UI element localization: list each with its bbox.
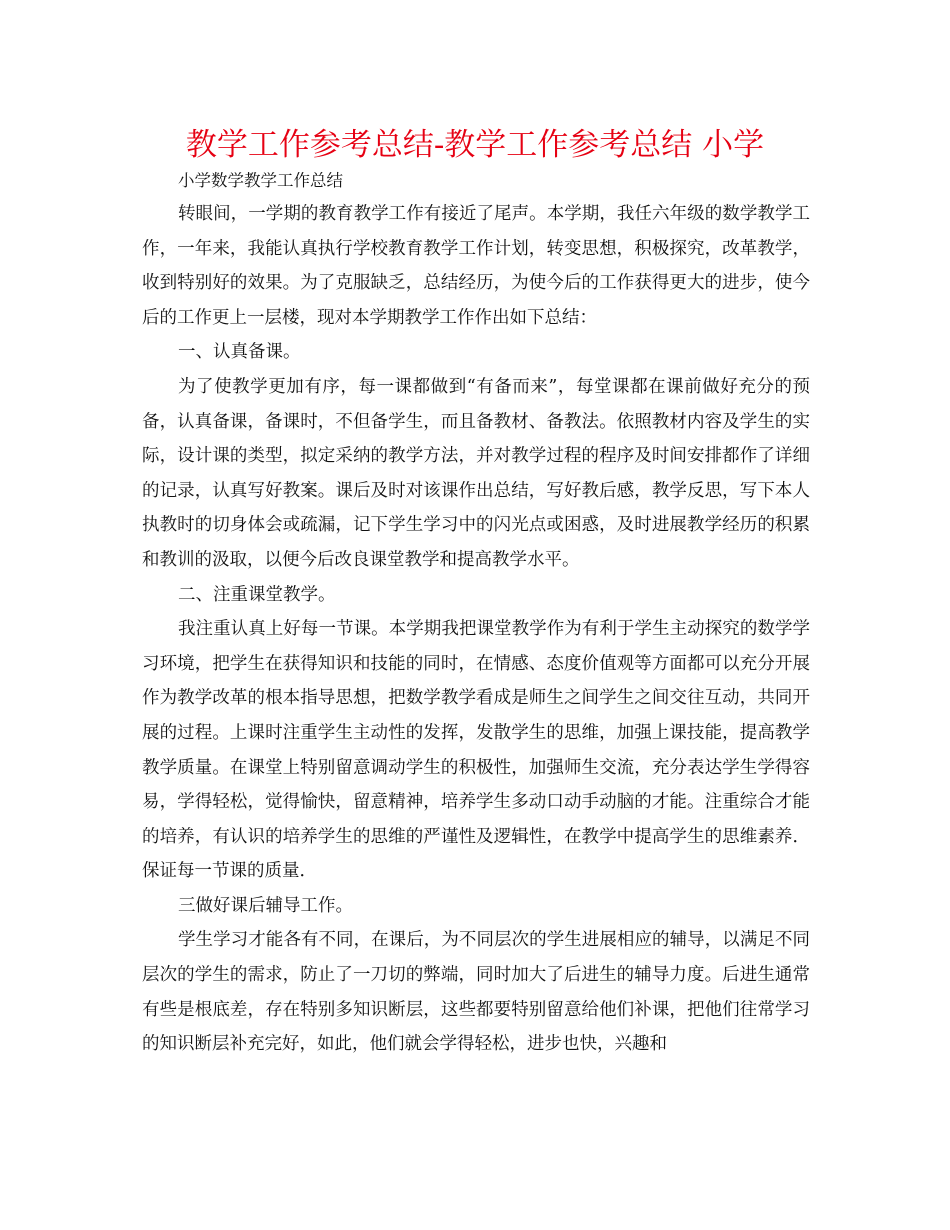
section-heading-3: 三做好课后辅导工作。	[178, 895, 353, 916]
section-paragraph-2: 我注重认真上好每一节课。本学期我把课堂教学作为有利于学生主动探究的数学学习环境，把学生在获得知识和技能的同时，在情感、态度价值观等方面都可以充分开展作为教学改革的根本指导思想，把数学教学看成是师生之间学生之间交往互动，共同开展的过程。上课时注重学生主动性的发挥，发散学生的思维，加强上课技能，提高教学教学质量。在课堂上特别留意调动学生的积极性，加强师生交流，充分表达学生学得容易，学得轻松，觉得愉快，留意精神，培养学生多动口动手动脑的才能。注重综合才能的培养，有认识的培养学生的思维的严谨性及逻辑性，在教学中提高学生的思维素养．保证每一节课的质量．	[142, 619, 810, 882]
document-subtitle: 小学数学教学工作总结	[178, 171, 343, 190]
section-paragraph-1: 为了使教学更加有序，每一课都做到“有备而来”，每堂课都在课前做好充分的预备，认真备课，备课时，不但备学生，而且备教材、备教法。依照教材内容及学生的实际，设计课的类型，拟定采纳的教学方法，并对教学过程的程序及时间安排都作了详细的记录，认真写好教案。课后及时对该课作出总结，写好教后感，教学反思，写下本人执教时的切身体会或疏漏，记下学生学习中的闪光点或困惑，及时进展教学经历的积累和教训的汲取，以便今后改良课堂教学和提高教学水平。	[142, 376, 810, 570]
section-heading-2: 二、注重课堂教学。	[178, 584, 336, 605]
section-heading-1: 一、认真备课。	[178, 342, 301, 363]
intro-paragraph: 转眼间，一学期的教育教学工作有接近了尾声。本学期，我任六年级的数学教学工作，一年来，我能认真执行学校教育教学工作计划，转变思想，积极探究，改革教学，收到特别好的效果。为了克服缺乏，总结经历，为使今后的工作获得更大的进步，使今后的工作更上一层楼，现对本学期教学工作作出如下总结：	[142, 204, 810, 328]
section-paragraph-3: 学生学习才能各有不同，在课后，为不同层次的学生进展相应的辅导，以满足不同层次的学生的需求，防止了一刀切的弊端，同时加大了后进生的辅导力度。后进生通常有些是根底差，存在特别多知识断层，这些都要特别留意给他们补课，把他们往常学习的知识断层补充完好，如此，他们就会学得轻松，进步也快，兴趣和	[142, 930, 810, 1055]
document-body	[142, 165, 810, 1062]
document-title: 教学工作参考总结-教学工作参考总结 小学	[185, 127, 765, 163]
